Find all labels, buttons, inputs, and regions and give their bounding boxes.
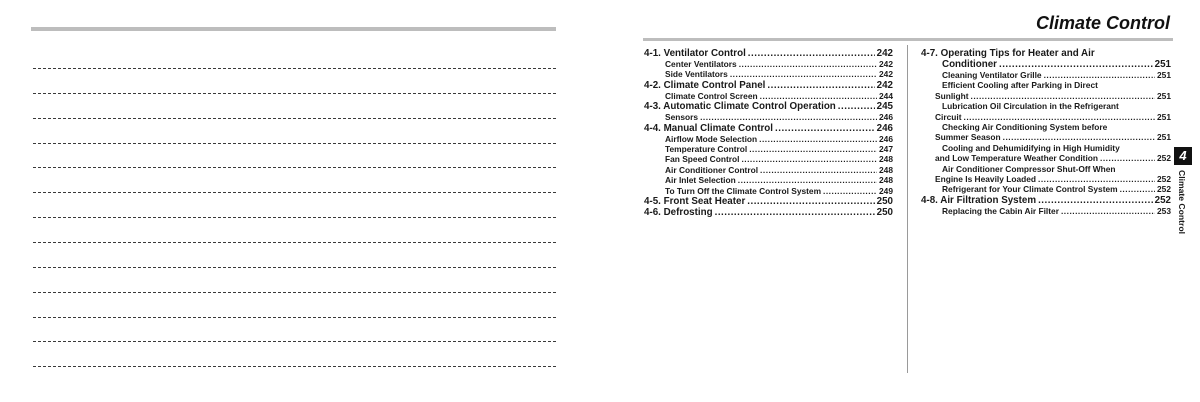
toc-subsection-entry[interactable] (921, 101, 1171, 122)
dot-leader (700, 112, 877, 122)
toc-subsection-entry[interactable] (644, 112, 893, 122)
toc-section-entry[interactable] (921, 195, 1171, 206)
toc-page-number: 245 (876, 101, 893, 113)
toc-page-number: 248 (879, 154, 893, 165)
dot-leader (767, 80, 874, 91)
note-line (33, 267, 556, 268)
toc-subsection-entry[interactable] (921, 70, 1171, 80)
dot-leader (1100, 153, 1155, 163)
toc-page-number: 251 (1157, 70, 1171, 80)
toc-page-number: 252 (1154, 194, 1171, 206)
toc-entry-label: Airflow Mode Selection (665, 133, 758, 144)
toc-entry-label: 4-6. Defrosting (644, 207, 713, 219)
dot-leader (759, 134, 877, 144)
toc-section-entry[interactable] (644, 123, 893, 134)
toc-entry-label: Climate Control Screen (665, 90, 758, 101)
toc-entry-first-line: Cooling and Dehumidifying in High Humidity (942, 142, 1120, 153)
toc-page-number: 250 (876, 207, 893, 219)
chapter-number-tab: 4 (1174, 147, 1192, 165)
toc-entry-label: Sunlight (935, 90, 969, 101)
toc-subsection-entry[interactable] (921, 184, 1171, 194)
title-rule (643, 38, 1173, 41)
dot-leader (999, 59, 1153, 70)
toc-entry-label: Center Ventilators (665, 59, 737, 69)
toc-subsection-entry[interactable] (921, 80, 1171, 101)
toc-page-number: 252 (1157, 174, 1171, 185)
toc-page-number: 242 (876, 48, 893, 59)
note-line (33, 242, 556, 243)
toc-entry-label: To Turn Off the Climate Control System (665, 185, 822, 196)
toc-entry-first-line: Air Conditioner Compressor Shut-Off When (942, 163, 1116, 174)
toc-page-number: 248 (879, 175, 893, 186)
dot-leader (775, 123, 875, 134)
toc-entry-first-line: Efficient Cooling after Parking in Direct (942, 80, 1098, 91)
toc-subsection-entry[interactable] (644, 154, 893, 164)
toc-subsection-entry[interactable] (644, 175, 893, 185)
toc-entry-label: Temperature Control (665, 144, 748, 155)
toc-page-number: 249 (879, 185, 893, 196)
toc-page-number: 252 (1157, 184, 1171, 195)
toc-page-number: 246 (879, 112, 893, 123)
toc-page-number: 246 (879, 133, 893, 144)
toc-subsection-entry[interactable] (644, 165, 893, 175)
toc-section-entry[interactable] (644, 48, 893, 59)
toc-subsection-entry[interactable] (644, 134, 893, 144)
note-line (33, 192, 556, 193)
dot-leader (1044, 70, 1155, 80)
toc-section-entry[interactable] (644, 80, 893, 91)
toc-page-number: 250 (876, 196, 893, 208)
toc-subsection-entry[interactable] (644, 91, 893, 101)
toc-page-number: 246 (876, 122, 893, 134)
toc-page-number: 251 (1157, 111, 1171, 122)
toc-entry-label: Refrigerant for Your Climate Control System (942, 184, 1118, 195)
toc-entry-label: Engine Is Heavily Loaded (935, 174, 1036, 185)
toc-subsection-entry[interactable] (921, 206, 1171, 216)
chapter-side-tab (1176, 170, 1190, 240)
toc-entry-label: Side Ventilators (665, 69, 728, 80)
toc-entry-label: 4-8. Air Filtration System (921, 194, 1037, 206)
toc-page-number: 244 (879, 90, 893, 101)
toc-entry-label: 4-5. Front Seat Heater (644, 196, 746, 208)
note-line (33, 317, 556, 318)
toc-column-right (921, 48, 1171, 216)
dot-leader (747, 196, 874, 207)
toc-page-number: 242 (879, 59, 893, 69)
toc-entry-label: Circuit (935, 111, 962, 122)
dot-leader (749, 144, 877, 154)
toc-subsection-entry[interactable] (921, 143, 1171, 164)
toc-entry-label: 4-3. Automatic Climate Control Operation (644, 101, 836, 113)
toc-subsection-entry[interactable] (921, 164, 1171, 185)
toc-section-entry[interactable] (644, 101, 893, 112)
dot-leader (1120, 184, 1155, 194)
toc-entry-first-line: Checking Air Conditioning System before (942, 122, 1108, 133)
toc-section-entry[interactable] (921, 48, 1171, 70)
dot-leader (1038, 195, 1153, 206)
toc-subsection-entry[interactable] (644, 144, 893, 154)
toc-section-entry[interactable] (644, 207, 893, 218)
dot-leader (971, 91, 1156, 101)
toc-page-number: 251 (1157, 90, 1171, 101)
toc-entry-label: 4-1. Ventilator Control (644, 48, 746, 59)
note-line (33, 118, 556, 119)
toc-page-number: 252 (1157, 153, 1171, 164)
toc-page-number: 253 (1157, 205, 1171, 216)
dot-leader (1061, 206, 1155, 216)
toc-section-entry[interactable] (644, 196, 893, 207)
toc-page-number: 242 (879, 69, 893, 80)
notes-page (31, 0, 556, 402)
toc-entry-label: Air Inlet Selection (665, 175, 736, 186)
toc-entry-label: 4-4. Manual Climate Control (644, 122, 774, 134)
notes-header-bar (31, 27, 556, 31)
toc-entry-label: Replacing the Cabin Air Filter (942, 205, 1059, 216)
chapter-side-label: Climate Control (1177, 170, 1187, 234)
note-line (33, 366, 556, 367)
dot-leader (739, 59, 877, 69)
toc-subsection-entry[interactable] (644, 69, 893, 79)
toc-entry-label: Sensors (665, 112, 699, 123)
toc-entry-label: Air Conditioner Control (665, 164, 759, 175)
toc-entry-label: Fan Speed Control (665, 154, 740, 165)
note-line (33, 143, 556, 144)
dot-leader (823, 186, 877, 196)
column-divider (907, 45, 908, 373)
dot-leader (760, 91, 877, 101)
toc-page-number: 248 (879, 164, 893, 175)
toc-entry-label: and Low Temperature Weather Condition (935, 153, 1099, 164)
note-line (33, 217, 556, 218)
toc-page-number: 242 (876, 79, 893, 91)
toc-subsection-entry[interactable] (644, 59, 893, 69)
toc-page-number: 247 (879, 144, 893, 155)
toc-page-number: 251 (1157, 132, 1171, 143)
dot-leader (741, 154, 877, 164)
note-line (33, 292, 556, 293)
dot-leader (1038, 174, 1155, 184)
note-line (33, 68, 556, 69)
toc-column-left (644, 48, 893, 218)
note-line (33, 341, 556, 342)
toc-entry-label: Cleaning Ventilator Grille (942, 70, 1042, 80)
toc-entry-label: Conditioner (942, 59, 997, 70)
dot-leader (964, 112, 1155, 122)
toc-page-number: 251 (1154, 59, 1171, 70)
dot-leader (730, 69, 877, 79)
note-line (33, 93, 556, 94)
dot-leader (748, 48, 875, 59)
toc-entry-label: 4-2. Climate Control Panel (644, 79, 766, 91)
dot-leader (715, 207, 875, 218)
chapter-title: Climate Control (1035, 13, 1170, 33)
dot-leader (838, 101, 875, 112)
dot-leader (1003, 132, 1155, 142)
toc-subsection-entry[interactable] (644, 186, 893, 196)
toc-entry-first-line: 4-7. Operating Tips for Heater and Air (921, 48, 1095, 59)
toc-subsection-entry[interactable] (921, 122, 1171, 143)
dot-leader (738, 175, 877, 185)
note-line (33, 167, 556, 168)
toc-entry-label: Summer Season (935, 132, 1001, 143)
dot-leader (760, 165, 877, 175)
toc-entry-first-line: Lubrication Oil Circulation in the Refrigerant (942, 101, 1119, 112)
